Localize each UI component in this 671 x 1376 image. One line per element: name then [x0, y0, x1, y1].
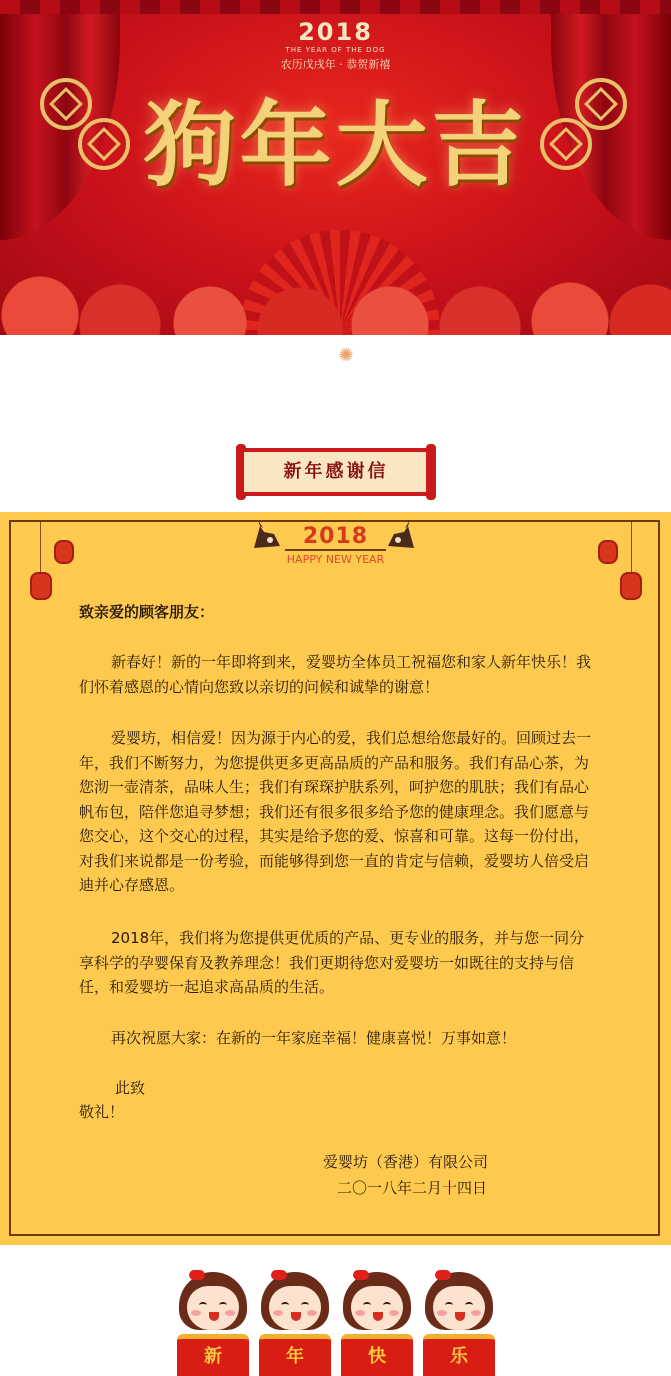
- letter-greeting: 致亲爱的顾客朋友：: [79, 603, 215, 621]
- kid-face: [351, 1286, 403, 1330]
- scroll-rod-right: [426, 444, 436, 500]
- lantern-icon: [30, 572, 52, 600]
- header-divider: [285, 549, 386, 551]
- kid-with-drum: [255, 1268, 335, 1376]
- letter-title: 新年感谢信: [244, 448, 428, 496]
- kid-cheek: [225, 1310, 235, 1316]
- kid-cheek: [471, 1310, 481, 1316]
- drum-char: 乐: [423, 1334, 495, 1376]
- curtain-valance: [0, 0, 671, 14]
- kid-bow: [189, 1270, 205, 1280]
- kid-eye: [281, 1302, 289, 1308]
- kid-cheek: [191, 1310, 201, 1316]
- letter-title-scroll: [236, 444, 436, 500]
- lantern-icon: [620, 572, 642, 600]
- kid-bow: [271, 1270, 287, 1280]
- kid-cheek: [389, 1310, 399, 1316]
- banner-lunar-line: 农历戊戌年 · 恭贺新禧: [280, 58, 391, 71]
- new-year-banner: [0, 0, 671, 335]
- drum-char: 年: [259, 1334, 331, 1376]
- letter-paragraph: 2018年，我们将为您提供更优质的产品、更专业的服务，并与您一同分享科学的孕婴保育及教养理念！我们更期待您对爱婴坊一如既往的支持与信任，和爱婴坊一起追求高品质的生活。: [79, 929, 585, 996]
- letter-closing-1: 此致: [115, 1079, 146, 1097]
- signature-date: 二〇一八年二月十四日: [337, 1179, 488, 1197]
- kid-cheek: [437, 1310, 447, 1316]
- kid-face: [187, 1286, 239, 1330]
- kid-eye: [383, 1302, 391, 1308]
- letter-paragraph: 爱婴坊，相信爱！因为源于内心的爱，我们总想给您最好的。回顾过去一年，我们不断努力，为您提供更多更高品质的产品和服务。我们有品心茶，为您沏一壶清茶，品味人生；我们有琛琛护肤系列，呵护您的肌肤；我们有品心帆布包，陪伴您追寻梦想；我们还有很多很多给予您的健康理念。我们愿意与您交心，这个交心的过程，其实是给予您的爱、惊喜和可靠。这每一份付出，对我们来说都是一份考验，而能够得到您一直的肯定与信赖，爱婴坊人倍受启迪并心存感恩。: [79, 729, 592, 894]
- drum-char: 新: [177, 1334, 249, 1376]
- kid-cheek: [273, 1310, 283, 1316]
- banner-year: 2018: [298, 18, 373, 46]
- kid-with-drum: [173, 1268, 253, 1376]
- auspicious-clouds: [0, 245, 671, 335]
- kid-bow: [435, 1270, 451, 1280]
- kid-with-drum: [337, 1268, 417, 1376]
- letter-paragraph: 再次祝愿大家：在新的一年家庭幸福！健康喜悦！万事如意！: [111, 1029, 517, 1047]
- signature-company: 爱婴坊（香港）有限公司: [323, 1153, 489, 1171]
- kid-eye: [465, 1302, 473, 1308]
- new-year-kids-illustration: [173, 1268, 499, 1376]
- kid-eye: [219, 1302, 227, 1308]
- letter-header-subtitle: HAPPY NEW YEAR: [286, 553, 385, 566]
- kid-cheek: [307, 1310, 317, 1316]
- sparkle-icon: ✺: [338, 345, 354, 366]
- letter-header-year: 2018: [302, 524, 369, 549]
- letter-closing-2: 敬礼！: [79, 1103, 125, 1121]
- letter-paragraph: 新春好！新的一年即将到来，爱婴坊全体员工祝福您和家人新年快乐！我们怀着感恩的心情向您致以亲切的问候和诚挚的谢意！: [79, 653, 592, 696]
- kid-with-drum: [419, 1268, 499, 1376]
- kid-face: [269, 1286, 321, 1330]
- kid-eye: [363, 1302, 371, 1308]
- kid-face: [433, 1286, 485, 1330]
- kid-bow: [353, 1270, 369, 1280]
- kid-cheek: [355, 1310, 365, 1316]
- banner-main-title: 狗年大吉: [143, 91, 528, 199]
- kid-eye: [445, 1302, 453, 1308]
- banner-year-subtitle: THE YEAR OF THE DOG: [285, 46, 386, 54]
- kid-eye: [301, 1302, 309, 1308]
- kid-eye: [199, 1302, 207, 1308]
- drum-char: 快: [341, 1334, 413, 1376]
